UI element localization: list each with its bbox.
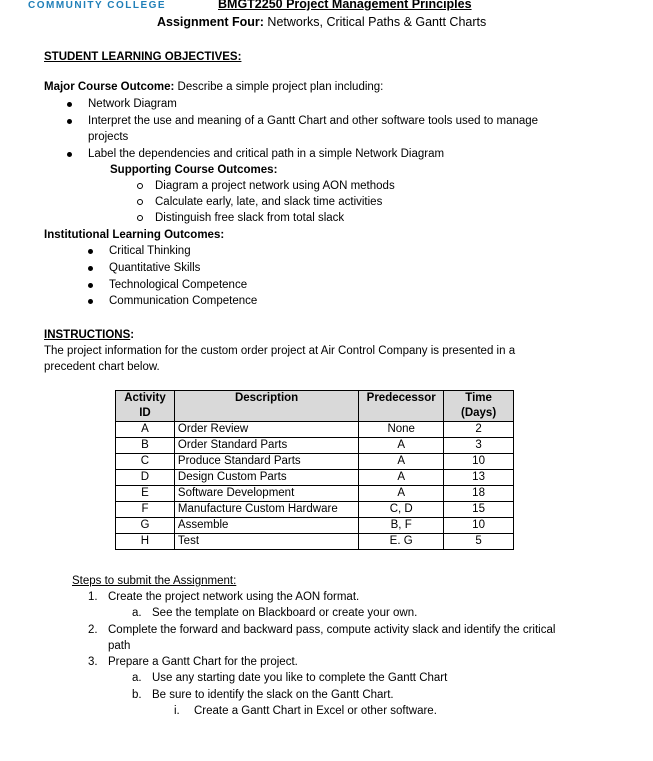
step-number: a. (132, 607, 142, 619)
cell-activity-id: G (116, 518, 175, 534)
table-row (116, 438, 514, 454)
step-item (132, 606, 418, 620)
step-text: Use any starting date you like to complete the Gantt Chart (152, 672, 448, 684)
cell-description: Produce Standard Parts (174, 454, 358, 470)
cell-description: Test (174, 534, 358, 550)
list-item-text: Critical Thinking (109, 245, 191, 257)
circle-bullet-icon (137, 199, 143, 205)
course-title: BMGT2250 Project Management Principles (218, 0, 472, 11)
cell-description: Order Standard Parts (174, 438, 358, 454)
list-item (109, 278, 247, 292)
bullet-icon (67, 152, 72, 157)
list-item-text: Technological Competence (109, 279, 248, 291)
bullet-icon (88, 299, 93, 304)
cell-time: 10 (444, 454, 514, 470)
instructions-colon: : (130, 329, 135, 341)
list-item (88, 114, 538, 128)
cell-predecessor: B, F (359, 518, 444, 534)
step-number: a. (132, 672, 142, 684)
list-item-text: Distinguish free slack from total slack (155, 212, 345, 224)
step-text: Be sure to identify the slack on the Gantt Chart. (152, 689, 394, 701)
table-header-row (116, 391, 514, 422)
cell-time: 18 (444, 486, 514, 502)
circle-bullet-icon (137, 183, 143, 189)
bullet-icon (88, 249, 93, 254)
table-row (116, 454, 514, 470)
cell-description: Order Review (174, 422, 358, 438)
table-row (116, 534, 514, 550)
list-item (109, 244, 191, 258)
list-item-text: Diagram a project network using AON methods (155, 180, 395, 192)
list-item-text: Interpret the use and meaning of a Gantt Chart and other software tools used to manage (88, 115, 539, 127)
objectives-heading: STUDENT LEARNING OBJECTIVES: (44, 51, 242, 63)
cell-time: 3 (444, 438, 514, 454)
step-text: See the template on Blackboard or create your own. (152, 607, 418, 619)
cell-activity-id: A (116, 422, 175, 438)
step-item (132, 688, 394, 702)
supporting-heading: Supporting Course Outcomes: (110, 164, 278, 176)
list-item-text: Quantitative Skills (109, 262, 201, 274)
major-outcome (44, 80, 383, 94)
header-activity-id (116, 391, 175, 422)
cell-time: 2 (444, 422, 514, 438)
assignment-name: Networks, Critical Paths & Gantt Charts (263, 15, 487, 29)
table-row (116, 518, 514, 534)
list-item-text: Network Diagram (88, 98, 177, 110)
header-activity-text: Activity (124, 392, 166, 404)
list-item (88, 97, 177, 111)
precedence-table (115, 390, 514, 550)
steps-heading: Steps to submit the Assignment: (72, 575, 237, 587)
cell-activity-id: H (116, 534, 175, 550)
header-time-text: Time (465, 392, 492, 404)
cell-time: 13 (444, 470, 514, 486)
cell-time: 10 (444, 518, 514, 534)
cell-activity-id: E (116, 486, 175, 502)
step-number: 1. (88, 591, 98, 603)
step-text: Create a Gantt Chart in Excel or other software. (194, 705, 437, 717)
header-description: Description (174, 391, 358, 422)
cell-predecessor: A (359, 470, 444, 486)
step-text: Create the project network using the AON format. (108, 591, 360, 603)
header-time (444, 391, 514, 422)
cell-description: Software Development (174, 486, 358, 502)
step-number: b. (132, 689, 142, 701)
cell-predecessor: E. G (359, 534, 444, 550)
instructions-heading-text: INSTRUCTIONS (44, 329, 131, 341)
bullet-icon (67, 102, 72, 107)
cell-predecessor: A (359, 454, 444, 470)
list-item (109, 261, 200, 275)
bullet-icon (88, 283, 93, 288)
cell-activity-id: B (116, 438, 175, 454)
instructions-heading (44, 328, 134, 342)
cell-time: 5 (444, 534, 514, 550)
institutional-heading: Institutional Learning Outcomes: (44, 229, 225, 241)
step-item (88, 590, 360, 604)
list-item (155, 195, 382, 209)
list-item (155, 211, 344, 225)
list-item-text: Communication Competence (109, 295, 258, 307)
list-item (88, 147, 444, 161)
step-number: 3. (88, 656, 98, 668)
step-text: Prepare a Gantt Chart for the project. (108, 656, 298, 668)
step-item (132, 671, 448, 685)
major-outcome-label: Major Course Outcome: (44, 81, 175, 93)
step-number: 2. (88, 624, 98, 636)
cell-description: Manufacture Custom Hardware (174, 502, 358, 518)
step-number: i. (174, 705, 180, 717)
instructions-paragraph-line: The project information for the custom order project at Air Control Company is presented in a (44, 345, 516, 357)
cell-time: 15 (444, 502, 514, 518)
assignment-label: Assignment Four: (157, 15, 264, 29)
cell-predecessor: None (359, 422, 444, 438)
list-item (155, 179, 395, 193)
step-item (88, 655, 298, 669)
cell-predecessor: C, D (359, 502, 444, 518)
table-row (116, 422, 514, 438)
step-text: Complete the forward and backward pass, compute activity slack and identify the critical (108, 624, 556, 636)
assignment-title (157, 15, 486, 29)
header-id-text: ID (139, 407, 151, 419)
cell-description: Design Custom Parts (174, 470, 358, 486)
step-text: path (108, 640, 131, 652)
cell-predecessor: A (359, 486, 444, 502)
cell-description: Assemble (174, 518, 358, 534)
table-row (116, 502, 514, 518)
cell-activity-id: C (116, 454, 175, 470)
circle-bullet-icon (137, 215, 143, 221)
step-item (88, 623, 556, 637)
cell-activity-id: D (116, 470, 175, 486)
list-item-text: Label the dependencies and critical path in a simple Network Diagram (88, 148, 445, 160)
step-item (108, 639, 130, 653)
bullet-icon (67, 119, 72, 124)
major-outcome-text: Describe a simple project plan including: (174, 81, 384, 93)
instructions-paragraph-line: precedent chart below. (44, 361, 160, 373)
list-item (109, 294, 257, 308)
table-row (116, 470, 514, 486)
college-logo: COMMUNITY COLLEGE (28, 0, 167, 11)
cell-activity-id: F (116, 502, 175, 518)
header-predecessor: Predecessor (359, 391, 444, 422)
list-item-text: Calculate early, late, and slack time activities (155, 196, 383, 208)
cell-predecessor: A (359, 438, 444, 454)
bullet-icon (88, 266, 93, 271)
list-item-continuation: projects (88, 131, 129, 143)
step-item (174, 704, 437, 718)
header-days-text: (Days) (461, 407, 497, 419)
table-row (116, 486, 514, 502)
